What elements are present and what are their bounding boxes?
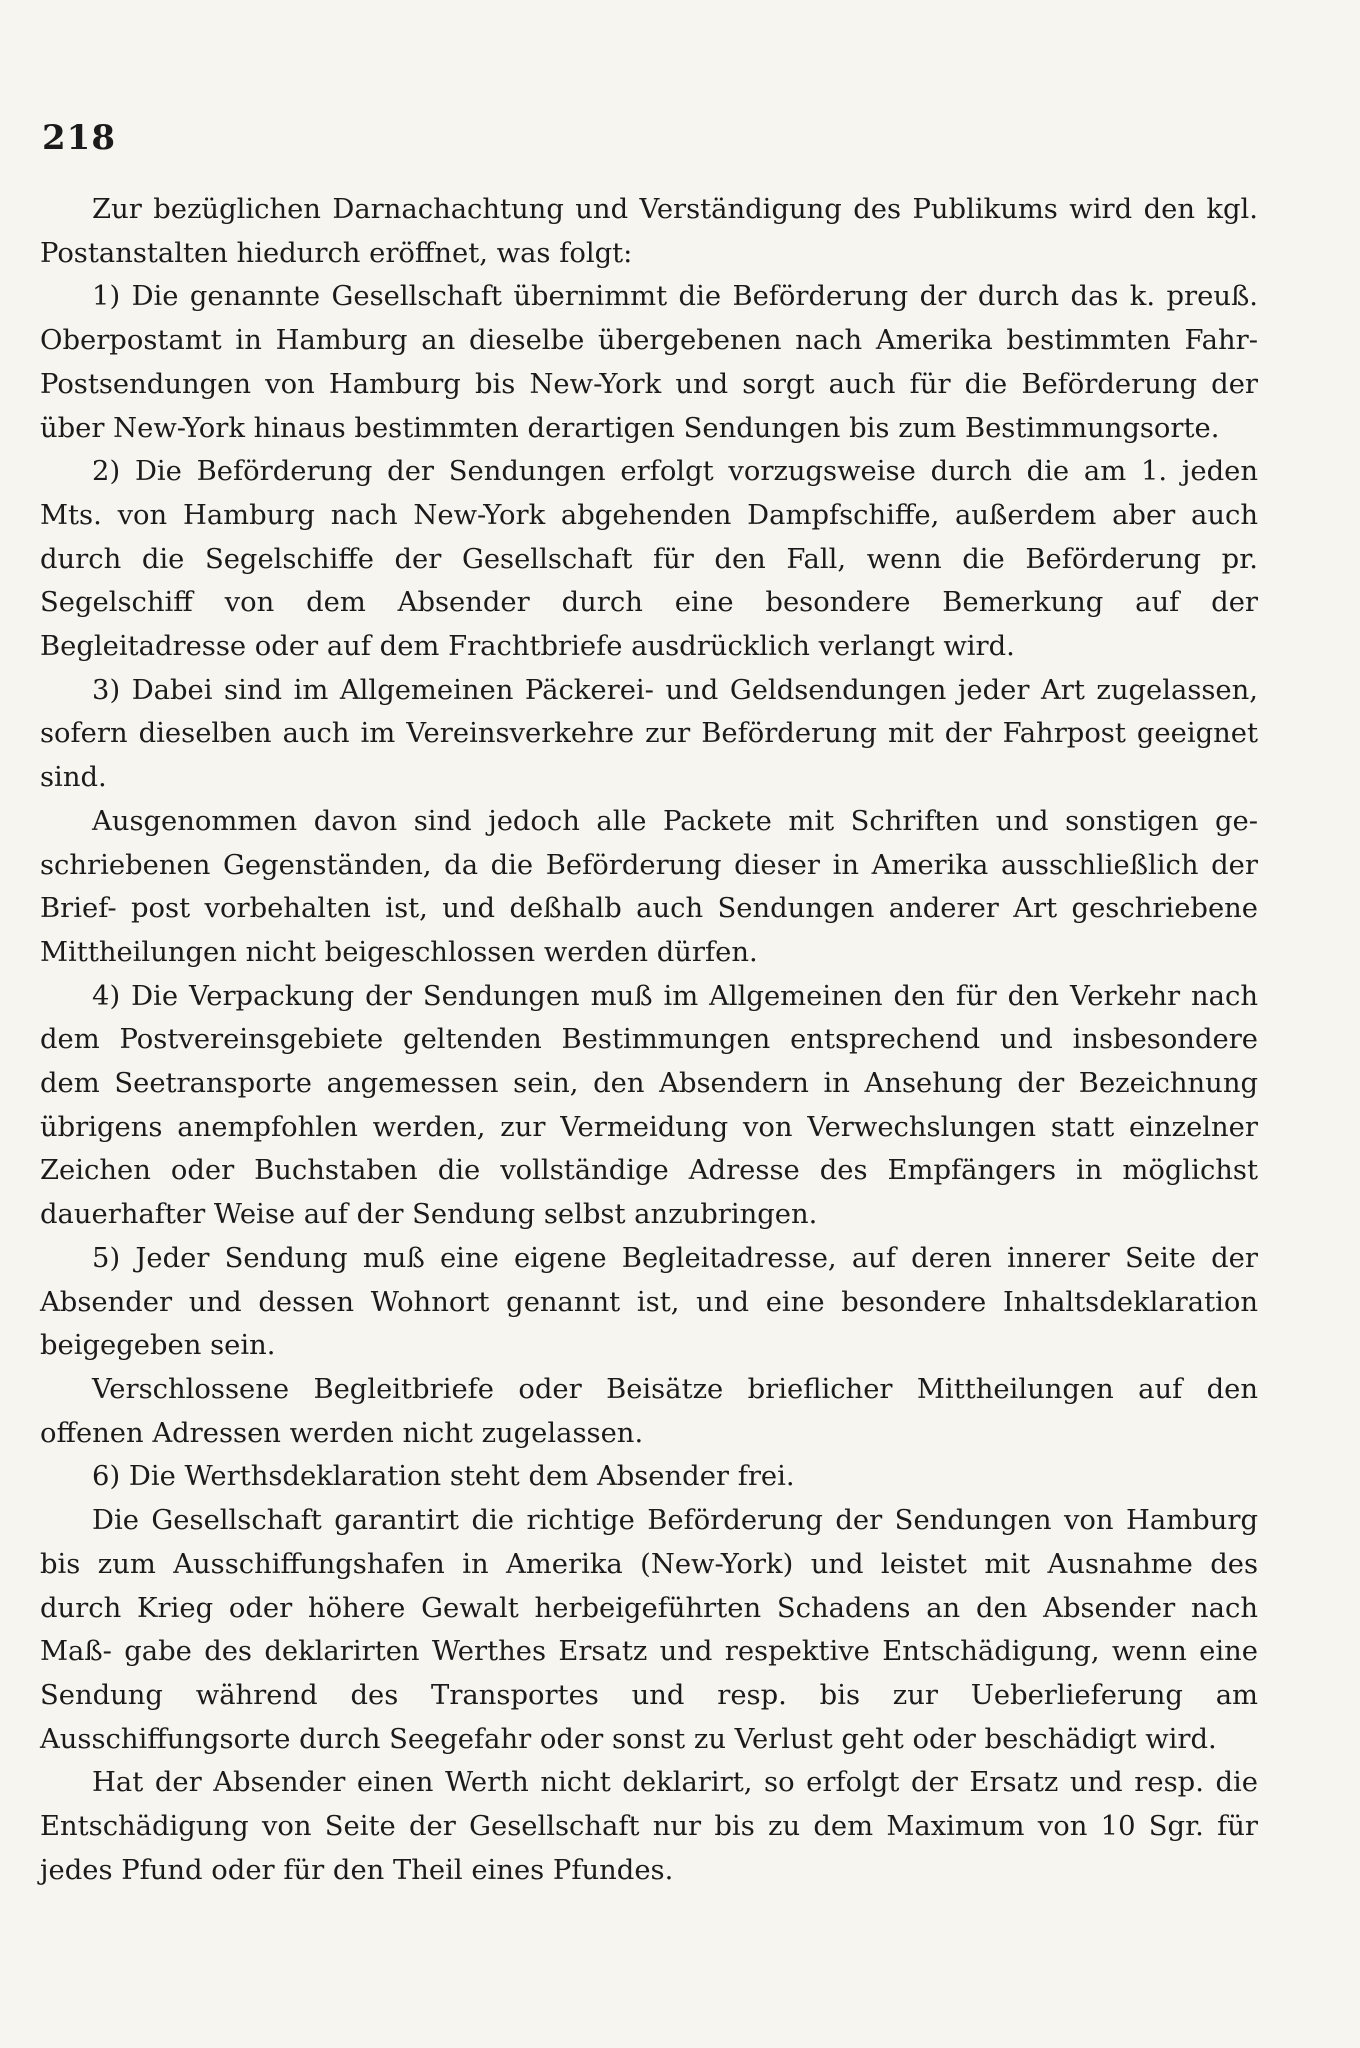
- paragraph-6-guarantee: Die Gesellschaft garantirt die richtige Beförderung der Sendungen von Hamburg bis zum Ausschiffungshafen in Amerika (New-York) und leistet mit Ausnahme des durch Krieg oder höhere Gewalt herbeigeführten Schadens an den Absender nach Maß- gabe des deklarirten Werthes Ersatz und respektive Entschädigung, wenn eine Sendung während des Transportes und resp. bis zur Ueberlieferung am Ausschiffungsorte durch Seegefahr oder sonst zu Verlust geht oder beschädigt wird.: [40, 1505, 1258, 1755]
- paragraph-6: 6) Die Werthsdeklaration steht dem Absender frei.: [92, 1461, 795, 1493]
- document-body: [40, 188, 1258, 1892]
- paragraph-1: 1) Die genannte Gesellschaft übernimmt die Beförderung der durch das k. preuß. Oberpostamt in Hamburg an dieselbe übergebenen nach Amerika bestimmten Fahr- Postsendungen von Hamburg bis New-York und sorgt auch für die Beförderung der über New-York hinaus bestimmten derartigen Sendungen bis zum Bestimmungsorte.: [40, 281, 1258, 444]
- paragraph-5-note: Verschlossene Begleitbriefe oder Beisätze brieflicher Mittheilungen auf den offenen Adressen werden nicht zugelassen.: [40, 1373, 1258, 1449]
- paragraph-2: 2) Die Beförderung der Sendungen erfolgt vorzugsweise durch die am 1. jeden Mts. von Hamburg nach New-York abgehenden Dampfschiffe, außerdem aber auch durch die Segelschiffe der Gesellschaft für den Fall, wenn die Beförderung pr. Segelschiff von dem Absender durch eine besondere Bemerkung auf der Begleitadresse oder auf dem Frachtbriefe ausdrücklich verlangt wird.: [40, 456, 1258, 663]
- paragraph-5: 5) Jeder Sendung muß eine eigene Begleitadresse, auf deren innerer Seite der Absender und dessen Wohnort genannt ist, und eine besondere Inhaltsdeklaration beigegeben sein.: [40, 1242, 1258, 1362]
- paragraph-6-maximum: Hat der Absender einen Werth nicht deklarirt, so erfolgt der Ersatz und resp. die Entschädigung von Seite der Gesellschaft nur bis zu dem Maximum von 10 Sgr. für jedes Pfund oder für den Theil eines Pfundes.: [40, 1767, 1258, 1886]
- paragraph-4: 4) Die Verpackung der Sendungen muß im Allgemeinen den für den Verkehr nach dem Postvereinsgebiete geltenden Bestimmungen entsprechend und insbesondere dem Seetransporte angemessen sein, den Absendern in Ansehung der Bezeichnung übrigens anempfohlen werden, zur Vermeidung von Verwechslungen statt einzelner Zeichen oder Buchstaben die vollständige Adresse des Empfängers in möglichst dauerhafter Weise auf der Sendung selbst anzubringen.: [40, 980, 1258, 1231]
- paragraph-intro: Zur bezüglichen Darnachachtung und Verständigung des Publikums wird den kgl. Postanstalten hiedurch eröffnet, was folgt:: [40, 194, 1258, 269]
- page-number: 218: [42, 118, 116, 158]
- paragraph-3: 3) Dabei sind im Allgemeinen Päckerei- und Geldsendungen jeder Art zugelassen, sofern dieselben auch im Vereinsverkehre zur Beförderung mit der Fahrpost geeignet sind.: [40, 674, 1258, 794]
- paragraph-3-exception: Ausgenommen davon sind jedoch alle Packete mit Schriften und sonstigen ge- schriebenen Gegenständen, da die Beförderung dieser in Amerika ausschließlich der Brief- post vorbehalten ist, und deßhalb auch Sendungen anderer Art geschriebene Mittheilungen nicht beigeschlossen werden dürfen.: [40, 805, 1258, 968]
